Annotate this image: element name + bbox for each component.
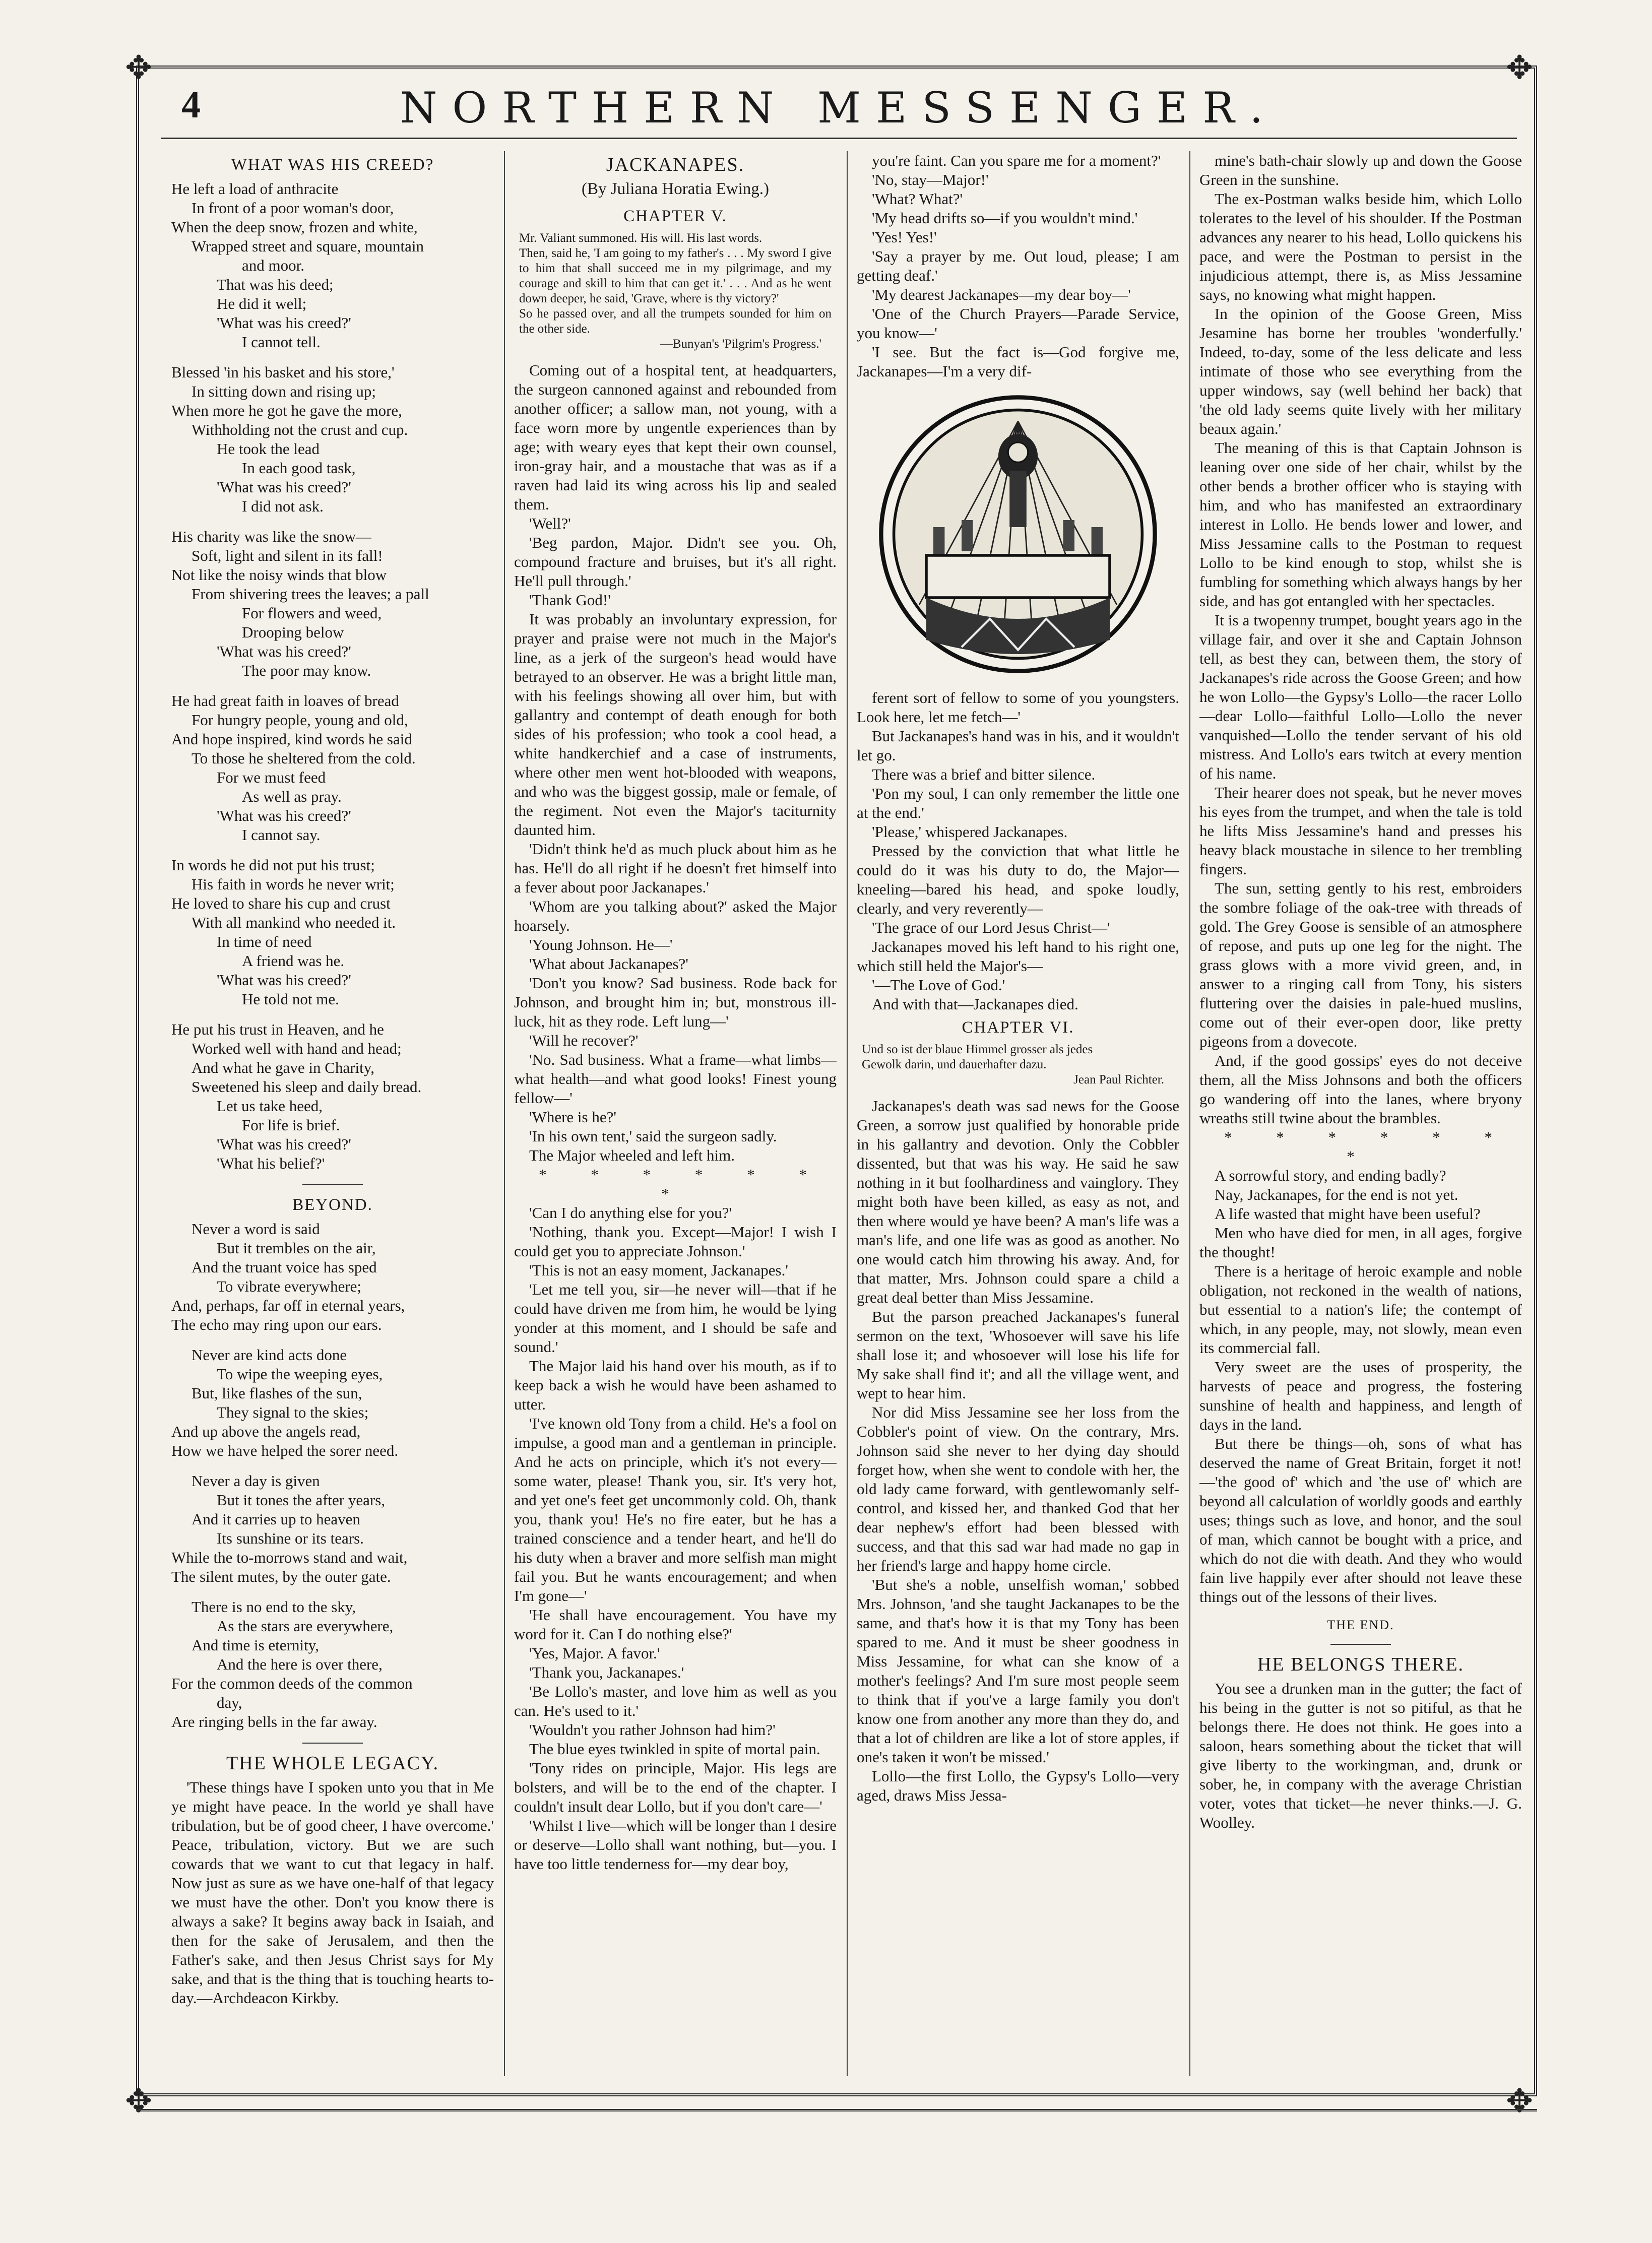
corner-ornament-icon: ✥ [125, 50, 152, 86]
paragraph: 'Wouldn't you rather Johnson had him?' [529, 1721, 776, 1739]
column-4 [1199, 151, 1522, 2076]
paragraph: 'Thank you, Jackanapes.' [529, 1663, 684, 1681]
paragraph: The Major wheeled and left him. [529, 1146, 735, 1164]
poem-line: How we have helped the sorer need. [171, 1442, 399, 1459]
paragraph: 'This is not an easy moment, Jackanapes.' [529, 1261, 788, 1279]
paragraph: It was probably an involuntary expression, for prayer and praise were not much in the Major's line, as a jerk of the surgeon's head would have betrayed to an observer. He was a bright little man, with his feelings showing all over him, but with gallantry and contempt of death enough for both sides of his profession; who took a cool head, a white handkerchief and a case of instruments, where other men went hot-blooded with weapons, and who was the biggest gossip, male or female, of the regiment. Not even the Major's taciturnity daunted him. [514, 610, 837, 839]
paragraph: The ex-Postman walks beside him, which Lollo tolerates to the level of his shoulder. If the Postman advances any nearer to his head, Lollo quickens his pace, and were the Postman to persist in the injudicious attempt, there is, as Miss Jessamine says, no knowing what might happen. [1199, 190, 1522, 303]
paragraph: The meaning of this is that Captain Johnson is leaning over one side of her chair, whilst by the other bends a brother officer who is staying with him, and who has manifested an extraordinary interest in Lollo. He bends lower and lower, and Miss Jessamine calls to the Postman to request Lollo to be kind enough to stop, whilst she is fumbling for something which always hangs by her side, and has got entangled with her spectacles. [1199, 439, 1522, 610]
poem-line: Blessed 'in his basket and his store,' [171, 363, 395, 381]
poem-stanza [171, 1471, 494, 1586]
paragraph: Jackanapes moved his left hand to his right one, which still held the Major's— [857, 938, 1179, 975]
poem-stanza [171, 1597, 494, 1732]
poem-stanza [171, 179, 494, 352]
article-title: THE WHOLE LEGACY. [226, 1753, 439, 1774]
chapter-heading: CHAPTER VI. [962, 1018, 1074, 1037]
paragraph: 'Pon my soul, I can only remember the little one at the end.' [857, 785, 1179, 821]
paragraph: 'Beg pardon, Major. Didn't see you. Oh, compound fracture and bruises, but it's all right. He'll pull through.' [514, 534, 837, 590]
paragraph: The blue eyes twinkled in spite of mortal pain. [529, 1740, 820, 1758]
paragraph: 'Whilst I live—which will be longer than I desire or deserve—Lollo shall want nothing, but—you. I have too little tenderness for—my dear boy, [514, 1817, 837, 1873]
paragraph: 'Can I do anything else for you?' [529, 1204, 732, 1222]
paragraph: Lollo—the first Lollo, the Gypsy's Lollo—very aged, draws Miss Jessa- [857, 1767, 1179, 1804]
paragraph: 'What? What?' [872, 190, 963, 208]
paragraph: 'Young Johnson. He—' [529, 936, 673, 953]
poem-line: 'What was his creed?' [217, 314, 351, 332]
paragraph: 'Where is he?' [529, 1108, 616, 1126]
poem-line: When more he got he gave the more, [171, 402, 402, 419]
paragraph: 'Please,' whispered Jackanapes. [872, 823, 1068, 841]
story-text [857, 151, 1179, 381]
poem-what-was-his-creed [171, 179, 494, 1173]
poem-line: 'What was his creed?' [217, 807, 351, 824]
poem-beyond [171, 1220, 494, 1732]
paragraph: And with that—Jackanapes died. [872, 995, 1078, 1013]
paragraph: 'Don't you know? Sad business. Rode back for Johnson, and brought him in; but, monstrous ill-luck, hit as they rode. Left lung—' [514, 974, 837, 1030]
poem-stanza [171, 691, 494, 845]
poem-stanza [171, 363, 494, 516]
paragraph: A life wasted that might have been useful? [1215, 1205, 1481, 1223]
paragraph: 'Well?' [529, 515, 571, 532]
poem-stanza [171, 527, 494, 680]
poem-line: Withholding not the crust and cup. [192, 421, 408, 438]
poem-line: Never a word is said [192, 1220, 320, 1238]
paragraph: Jackanapes's death was sad news for the Goose Green, a sorrow just qualified by honorable pride in his gallantry and devotion. Only the Cobbler dissented, but that was his way. He said he saw nothing in it but foolhardiness and vainglory. They might both have been killed, as easy as not, and then where would ye have been? A man's life was a man's life, and one life was as good as another. No one would catch him throwing his away. And, for that matter, Mrs. Johnson could spare a child a great deal better than Miss Jessamine. [857, 1097, 1179, 1306]
poem-line: And hope inspired, kind words he said [171, 730, 412, 748]
poem-line: And it carries up to heaven [192, 1510, 360, 1528]
section-divider [1330, 1644, 1391, 1645]
poem-line: Drooping below [242, 623, 344, 641]
paragraph: 'Will he recover?' [529, 1032, 639, 1049]
paragraph: Very sweet are the uses of prosperity, the harvests of peace and progress, the fostering sunshine of health and happiness, and length of days in the land. [1199, 1358, 1522, 1433]
poem-line: I did not ask. [242, 497, 324, 515]
paragraph: mine's bath-chair slowly up and down the Goose Green in the sunshine. [1199, 152, 1522, 188]
paragraph: 'What about Jackanapes?' [529, 955, 688, 973]
column-rule [847, 151, 848, 2076]
poem-line: To wipe the weeping eyes, [217, 1365, 383, 1383]
paragraph: ferent sort of fellow to some of you youngsters. Look here, let me fetch—' [857, 689, 1179, 726]
poem-line: A friend was he. [242, 952, 345, 970]
poem-line: And what he gave in Charity, [192, 1059, 375, 1076]
poem-line: 'What was his creed?' [217, 643, 351, 660]
poem-line: He left a load of anthracite [171, 180, 339, 198]
paragraph: But there be things—oh, sons of what has deserved the name of Great Britain, forget it not!—'the good of' which and 'the use of' which are beyond all calculation of worldly goods and earthly uses; things such as love, and honor, and the soul of man, which cannot be bought with a price, and which do not die with death. And they who would fain live happily ever after should not leave these things out of the lessons of their lives. [1199, 1435, 1522, 1606]
paragraph: 'No. Sad business. What a frame—what limbs—what health—and what good looks! Finest young fellow—' [514, 1051, 837, 1107]
poem-line: And up above the angels read, [171, 1423, 361, 1440]
poem-line: And the truant voice has sped [192, 1258, 377, 1276]
story-text [857, 1097, 1179, 1805]
page-header [161, 83, 1517, 139]
paragraph: 'No, stay—Major!' [872, 171, 989, 188]
poem-line: In time of need [217, 933, 312, 950]
poem-stanza [171, 1020, 494, 1173]
poem-line: His faith in words he never writ; [192, 875, 395, 893]
chapter-motto [862, 1042, 1174, 1087]
poem-line: His charity was like the snow— [171, 528, 371, 545]
paragraph: Coming out of a hospital tent, at headquarters, the surgeon cannoned against and rebounded from another officer; a sallow man, not young, with a face worn more by ungentle experiences than by age; with weary eyes that kept their own counsel, iron-gray hair, and a moustache that was as if a raven had laid its wing across his lip and sealed them. [514, 361, 837, 513]
poem-line: 'What was his creed?' [217, 1135, 351, 1153]
paragraph: In the opinion of the Goose Green, Miss Jesamine has borne her troubles 'wonderfully.' Indeed, to-day, some of the less delicate and less intimate of those who see everything from the upper windows, say (well behind her back) that 'the old lady seems quite lively with her military beaux again.' [1199, 305, 1522, 437]
motto-line: Und so ist der blaue Himmel grosser als jedes [862, 1043, 1093, 1056]
paragraph: 'One of the Church Prayers—Parade Service, you know—' [857, 305, 1179, 342]
poem-line: I cannot say. [242, 826, 321, 844]
poem-line: In each good task, [242, 459, 356, 477]
paragraph: 'Didn't think he'd as much pluck about him as he has. He'll do all right if he doesn't fret himself into a fever about poor Jackanapes.' [514, 840, 837, 896]
poem-line: And time is eternity, [192, 1636, 319, 1654]
poem-line: Sweetened his sleep and daily bread. [192, 1078, 422, 1096]
paragraph: * * * * * * * [539, 1166, 827, 1202]
paragraph: '—The Love of God.' [872, 976, 1005, 994]
end-label: THE END. [1327, 1618, 1394, 1632]
poem-line: As well as pray. [242, 788, 342, 805]
article-text: You see a drunken man in the gutter; the fact of his being in the gutter is not so pitiful, as that he belongs there. He does not think. He goes into a saloon, hears something about the ticket that will give liberty to the workingman, and, drunk or sober, he, in company with the average Christian voter, votes that ticket—he never thinks.—J. G. Woolley. [1199, 1680, 1522, 1831]
poem-line: He had great faith in loaves of bread [171, 692, 399, 710]
section-divider [302, 1184, 363, 1185]
poem-line: Wrapped street and square, mountain [192, 237, 424, 255]
chapter-heading: CHAPTER V. [623, 207, 727, 225]
poem-line: That was his deed; [217, 276, 334, 293]
poem-line: The poor may know. [242, 662, 371, 679]
poem-line: Never are kind acts done [192, 1346, 347, 1364]
motto-line: Mr. Valiant summoned. His will. His last words. [519, 231, 763, 245]
paragraph: 'Yes! Yes!' [872, 228, 937, 246]
paragraph: 'Thank God!' [529, 591, 611, 609]
motto-citation: Jean Paul Richter. [1073, 1073, 1164, 1086]
paragraph: But Jackanapes's hand was in his, and it wouldn't let go. [857, 727, 1179, 764]
paragraph: * * * * * * * [1224, 1128, 1512, 1165]
section-divider [302, 1743, 363, 1744]
poem-line: 'What was his creed?' [217, 478, 351, 496]
paragraph: Their hearer does not speak, but he never moves his eyes from the trumpet, and when the tale is told he lifts Miss Jessamine's hand and presses his heavy black moustache in silence to her trembling fingers. [1199, 784, 1522, 878]
poem-stanza [171, 856, 494, 1009]
motto-citation: —Bunyan's 'Pilgrim's Progress.' [660, 337, 821, 351]
poem-line: There is no end to the sky, [192, 1598, 356, 1616]
poem-line: 'What his belief?' [217, 1155, 325, 1172]
poem-line: And, perhaps, far off in eternal years, [171, 1297, 405, 1314]
masthead-title: NORTHERN MESSENGER. [400, 83, 1279, 133]
paragraph: 'I've known old Tony from a child. He's a fool on impulse, a good man and a gentleman in principle. And he acts on principle, which it's not every—some water, please! Thank you, sir. It's very hot, and yet one's feet get uncommonly cold. Oh, thank you, thank you! He's no fire eater, but he has a trained conscience and a tender heart, and he'll do his duty when a braver and more selfish man might fail you. But he wants encouragement; and when I'm gone—' [514, 1415, 837, 1605]
poem-line: He put his trust in Heaven, and he [171, 1020, 384, 1038]
poem-line: Its sunshine or its tears. [217, 1529, 364, 1547]
paragraph: And, if the good gossips' eyes do not deceive them, all the Miss Johnsons and both the officers go wandering off into the lanes, where bryony wreaths still twine about the brambles. [1199, 1052, 1522, 1127]
paragraph: The Major laid his hand over his mouth, as if to keep back a wish he would have been ashamed to utter. [514, 1357, 837, 1413]
poem-line: In front of a poor woman's door, [192, 199, 394, 217]
paragraph: 'My head drifts so—if you wouldn't mind.' [872, 209, 1138, 227]
poem-line: In sitting down and rising up; [192, 382, 376, 400]
poem-line: For the common deeds of the common [171, 1675, 413, 1692]
story-text [857, 688, 1179, 1014]
paragraph: There is a heritage of heroic example and noble obligation, not reckoned in the wealth of nations, but essential to a nation's life; the contempt of which, in any people, may, not slowly, mean even its commercial fall. [1199, 1262, 1522, 1357]
column-rule [1189, 151, 1190, 2076]
poem-line: From shivering trees the leaves; a pall [192, 585, 429, 603]
corner-ornament-icon: ✥ [1506, 50, 1533, 86]
poem-stanza [171, 1220, 494, 1334]
poem-line: For hungry people, young and old, [192, 711, 408, 729]
chapter-motto [519, 231, 832, 352]
poem-line: He loved to share his cup and crust [171, 894, 391, 912]
poem-line: For we must feed [217, 768, 326, 786]
poem-line: Soft, light and silent in its fall! [192, 547, 383, 564]
story-text [1199, 151, 1522, 1607]
paragraph: Nor did Miss Jessamine see her loss from the Cobbler's point of view. On the contrary, Mrs. Johnson said she never to her dying day should forget how, when she went to condole with her, the old lady came forward, with gentlewomanly self-control, and kissed her, and thanked God that her dear nephew's effort had been blessed with success, and that this sad war had made no gap in her friend's large and happy home circle. [857, 1403, 1179, 1574]
poem-line: They signal to the skies; [217, 1403, 369, 1421]
poem-line: 'What was his creed?' [217, 971, 351, 989]
poem-line: He told not me. [242, 990, 339, 1008]
paragraph: It is a twopenny trumpet, bought years ago in the village fair, and over it she and Captain Johnson tell, as best they can, between them, the story of Jackanapes's ride across the Goose Green; and how he won Lollo—the Gypsy's Lollo—the racer Lollo—dear Lollo—faithful Lollo—Lollo the never vanquished—Lollo the tender servant of his old mistress. And Lollo's ears twitch at every mention of his name. [1199, 611, 1522, 782]
paragraph: Nay, Jackanapes, for the end is not yet. [1215, 1186, 1458, 1203]
story-title: JACKANAPES. [606, 154, 745, 175]
paragraph: 'Nothing, thank you. Except—Major! I wish I could get you to appreciate Johnson.' [514, 1223, 837, 1260]
paragraph: 'I see. But the fact is—God forgive me, Jackanapes—I'm a very dif- [857, 343, 1179, 380]
article-text: 'These things have I spoken unto you that in Me ye might have peace. In the world ye shall have tribulation, but be of good cheer, I have overcome.' Peace, tribulation, victory. But we are such cowards that we want to cut that legacy in half. Now just as sure as we have one-half of that legacy we must have the other. Don't you know there is always a sake? It begins away back in Isaiah, and then for the sake of Jerusalem, and then the Father's sake, and then Jesus Christ says for My sake, and that is the thing that is touching hearts to-day.—Archdeacon Kirkby. [171, 1778, 494, 2007]
column-1 [171, 151, 494, 2076]
paragraph: Pressed by the conviction that what little he could do it was his duty to do, the Major—kneeling—bared his head, and spoke loudly, clearly, and very reverently— [857, 842, 1179, 917]
paragraph: 'Whom are you talking about?' asked the Major hoarsely. [514, 898, 837, 934]
motto-line: So he passed over, and all the trumpets sounded for him on the other side. [519, 307, 832, 336]
poem-line: Let us take heed, [217, 1097, 323, 1115]
paragraph: 'Yes, Major. A favor.' [529, 1644, 660, 1662]
poem-line: Not like the noisy winds that blow [171, 566, 387, 584]
column-2 [514, 151, 837, 2076]
poem-line: I cannot tell. [242, 333, 321, 351]
paragraph: 'But she's a noble, unselfish woman,' sobbed Mrs. Johnson, 'and she taught Jackanapes to be the same, and that's how it is that my Tony has been spared to me. And it must be sheer goodness in Miss Jessamine, for what can she know of a mother's feelings? And I'm sure most people seem to think that if you've a large family you don't know one from another any more than they do, and that a lot of children are like a lot of store apples, if one's taken it won't be missed.' [857, 1576, 1179, 1766]
poem-line: day, [217, 1694, 242, 1711]
story-text [514, 361, 837, 1874]
poem-line: Worked well with hand and head; [192, 1040, 402, 1057]
poem-line: To vibrate everywhere; [217, 1277, 362, 1295]
paragraph: you're faint. Can you spare me for a moment?' [872, 152, 1161, 169]
poem-line: But it tones the after years, [217, 1491, 386, 1509]
paragraph: 'Let me tell you, sir—he never will—that if he could have driven me from him, he would be lying yonder at this moment, and I should be safe and sound.' [514, 1280, 837, 1356]
header-rule [161, 138, 1517, 139]
corner-ornament-icon: ✥ [1506, 2083, 1533, 2119]
paragraph: 'The grace of our Lord Jesus Christ—' [872, 919, 1110, 936]
paragraph: Men who have died for men, in all ages, forgive the thought! [1199, 1224, 1522, 1261]
paragraph: 'My dearest Jackanapes—my dear boy—' [872, 286, 1131, 303]
paragraph: The sun, setting gently to his rest, embroiders the sombre foliage of the oak-tree with threads of gold. The Grey Goose is sensible of an atmosphere of repose, and puts up one leg for the night. The grass glows with a more vivid green, and, in answer to a ringing call from Tony, his sisters fluttering over the daisies in pale-hued muslins, come out of their ever-open door, like pretty pigeons from a dovecote. [1199, 879, 1522, 1050]
medallion-illustration [877, 393, 1159, 675]
corner-ornament-icon: ✥ [125, 2083, 152, 2119]
paragraph: 'Be Lollo's master, and love him as well as you can. He's used to it.' [514, 1683, 837, 1719]
poem-line: He did it well; [217, 295, 307, 312]
article-title: HE BELONGS THERE. [1257, 1654, 1465, 1675]
poem-line: Are ringing bells in the far away. [171, 1713, 377, 1731]
poem-line: But it trembles on the air, [217, 1239, 376, 1257]
byline: (By Juliana Horatia Ewing.) [581, 180, 770, 198]
footer-rule [136, 2109, 1537, 2111]
poem-line: Never a day is given [192, 1472, 320, 1490]
poem-line: To those he sheltered from the cold. [192, 749, 416, 767]
poem-line: When the deep snow, frozen and white, [171, 218, 418, 236]
poem-title: BEYOND. [292, 1196, 373, 1214]
poem-line: But, like flashes of the sun, [192, 1384, 362, 1402]
poem-line: While the to-morrows stand and wait, [171, 1549, 408, 1566]
poem-line: For life is brief. [242, 1116, 340, 1134]
motto-line: Then, said he, 'I am going to my father's . . . My sword I give to him that shall succeed me in my pilgrimage, and my courage and skill to him that can get it.' . . . And as he went down deeper, he said, 'Grave, where is thy victory?' [519, 246, 832, 305]
poem-line: In words he did not put his trust; [171, 856, 375, 874]
page-number: 4 [181, 84, 201, 126]
paragraph: 'He shall have encouragement. You have my word for it. Can I do nothing else?' [514, 1606, 837, 1643]
column-rule [504, 151, 505, 2076]
poem-stanza [171, 1345, 494, 1460]
poem-line: The echo may ring upon our ears. [171, 1316, 382, 1333]
poem-line: And the here is over there, [217, 1655, 383, 1673]
paragraph: 'Say a prayer by me. Out loud, please; I am getting deaf.' [857, 247, 1179, 284]
poem-line: He took the lead [217, 440, 320, 458]
poem-line: As the stars are everywhere, [217, 1617, 394, 1635]
poem-line: With all mankind who needed it. [192, 914, 396, 931]
paragraph: 'Tony rides on principle, Major. His legs are bolsters, and will be to the end of the chapter. I couldn't insult dear Lollo, but if you don't care—' [514, 1759, 837, 1815]
paragraph: There was a brief and bitter silence. [872, 765, 1096, 783]
column-3 [857, 151, 1179, 2076]
poem-title: WHAT WAS HIS CREED? [231, 156, 434, 174]
paragraph: 'In his own tent,' said the surgeon sadly. [529, 1127, 777, 1145]
poem-line: For flowers and weed, [242, 604, 382, 622]
poem-line: and moor. [242, 257, 304, 274]
paragraph: But the parson preached Jackanapes's funeral sermon on the text, 'Whosoever will save his life shall lose it; and whosoever will lose his life for My sake shall find it'; and all the village went, and wept to hear him. [857, 1308, 1179, 1402]
paragraph: A sorrowful story, and ending badly? [1215, 1167, 1446, 1184]
motto-line: Gewolk darin, und dauerhafter dazu. [862, 1058, 1047, 1071]
poem-line: The silent mutes, by the outer gate. [171, 1568, 391, 1585]
